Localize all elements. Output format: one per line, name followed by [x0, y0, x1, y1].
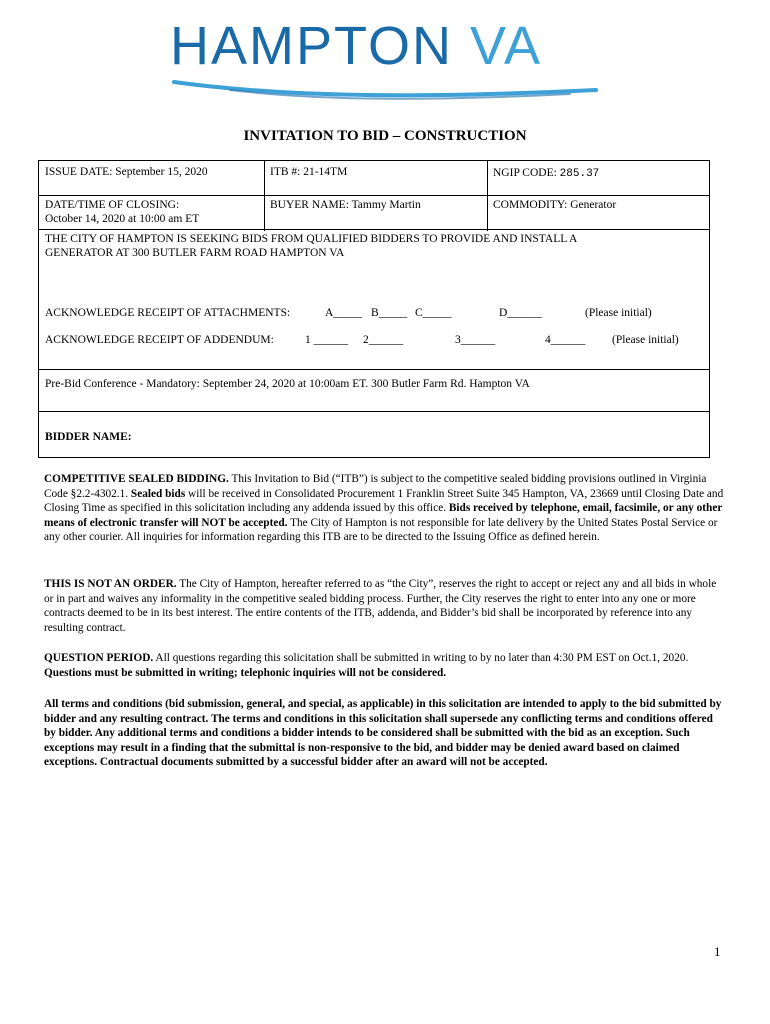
seeking-statement [45, 232, 577, 260]
bidder-name-label: BIDDER NAME: [45, 431, 132, 443]
logo-text-va: VA [470, 16, 543, 76]
p3-heading: QUESTION PERIOD. [44, 652, 154, 664]
addendum-4-field[interactable]: 4______ [545, 334, 586, 346]
p1-sealed-bids: Sealed bids [130, 487, 186, 500]
buyer-name: BUYER NAME: Tammy Martin [270, 199, 421, 211]
attachment-c-field[interactable]: C_____ [415, 307, 452, 319]
seeking-line-1: THE CITY OF HAMPTON IS SEEKING BIDS FROM QUALIFIED BIDDERS TO PROVIDE AND INSTALL A [45, 233, 578, 245]
p1-electronic-notice: Bids received by telephone, email, facsimile, or any other means of electronic transfer will NOT be accepted. [44, 502, 723, 529]
attachment-b-field[interactable]: B_____ [371, 307, 408, 319]
addendum-1-field[interactable]: 1 ______ [305, 334, 349, 346]
closing-value: October 14, 2020 at 10:00 am ET [45, 213, 200, 225]
addendum-label: ACKNOWLEDGE RECEIPT OF ADDENDUM: [45, 334, 274, 346]
page-number: 1 [714, 944, 721, 959]
bidder-name-box [38, 411, 710, 458]
not-an-order-paragraph [44, 577, 726, 635]
closing-label: DATE/TIME OF CLOSING: [45, 199, 180, 211]
p2-heading: THIS IS NOT AN ORDER. [44, 578, 177, 590]
hampton-va-logo [170, 16, 600, 100]
attachment-d-field[interactable]: D______ [499, 307, 542, 319]
header-form-box [38, 160, 710, 230]
seeking-line-2: GENERATOR AT 300 BUTLER FARM ROAD HAMPTON VA [45, 247, 345, 259]
logo-wordmark [170, 16, 542, 76]
commodity: COMMODITY: Generator [493, 199, 617, 211]
p1-text-3: The City of Hampton is not responsible for late delivery by the United States Postal Service or any other courier. All inquiries for information regarding this ITB are to be directed to the Issuing Office as defined herein. [44, 516, 718, 544]
bid-details-box [38, 229, 710, 412]
p3-notice: Questions must be submitted in writing; telephonic inquiries will not be considered. [44, 666, 447, 679]
issue-date: ISSUE DATE: September 15, 2020 [45, 166, 208, 178]
attachments-label: ACKNOWLEDGE RECEIPT OF ATTACHMENTS: [45, 307, 291, 319]
prebid-conference: Pre-Bid Conference - Mandatory: September 24, 2020 at 10:00am ET. 300 Butler Farm Rd. Hampton VA [45, 378, 530, 390]
addendum-2-field[interactable]: 2______ [363, 334, 404, 346]
p3-text: All questions regarding this solicitation shall be submitted in writing to by no later than 4:30 PM EST on Oct.1, 2020. [153, 652, 689, 664]
p2-text: The City of Hampton, hereafter referred to as “the City”, reserves the right to accept or reject any and all bids in whole or in part and waives any informality in the competitive sealed bidding process. Further, the City reserves the right to enter into any one or more contracts deemed to be in its best interest. The entire contents of the ITB, addenda, and Bidder’s bid shall be incorporated by reference into any resulting contract. [44, 578, 717, 634]
addendum-3-field[interactable]: 3______ [455, 334, 496, 346]
p1-text-1: This Invitation to Bid (“ITB”) is subject to the competitive sealed bidding provisions outlined in Virginia Code §2.2-4302.1. [44, 473, 707, 500]
logo-text-hampton: HAMPTON [170, 16, 454, 76]
attachments-note: (Please initial) [585, 307, 652, 319]
itb-number: ITB #: 21-14TM [270, 166, 348, 178]
closing-datetime [45, 198, 199, 226]
p1-text-2: will be received in Consolidated Procurement 1 Franklin Street Suite 345 Hampton, VA, 23669 until Closing Date and Closing Time as specified in this solicitation including any addenda issued by this office. [44, 487, 724, 515]
attachment-a-field[interactable]: A_____ [325, 307, 363, 319]
addendum-note: (Please initial) [612, 334, 679, 346]
terms-and-conditions-paragraph: All terms and conditions (bid submission, general, and special, as applicable) in this solicitation are intended to apply to the bid submitted by bidder and any resulting contract. The terms and conditions in this solicitation shall supersede any conflicting terms and conditions offered by bidder. Any additional terms and conditions a bidder intends to be considered shall be submitted with the bid as an exception. Such exceptions may result in a finding that the submittal is non-responsive to the bid, and bidder may be denied award based on claimed exceptions. Contractual documents submitted by a successful bidder after an award will not be accepted. [44, 698, 722, 769]
ngip-code [493, 166, 599, 181]
p1-heading: COMPETITIVE SEALED BIDDING. [44, 473, 229, 485]
competitive-sealed-bidding-paragraph [44, 472, 726, 545]
logo-wave-icon [170, 76, 600, 100]
ngip-label: NGIP CODE: [493, 167, 560, 179]
question-period-paragraph [44, 651, 726, 680]
ngip-value: 285.37 [559, 168, 600, 180]
document-title: INVITATION TO BID – CONSTRUCTION [243, 128, 527, 144]
